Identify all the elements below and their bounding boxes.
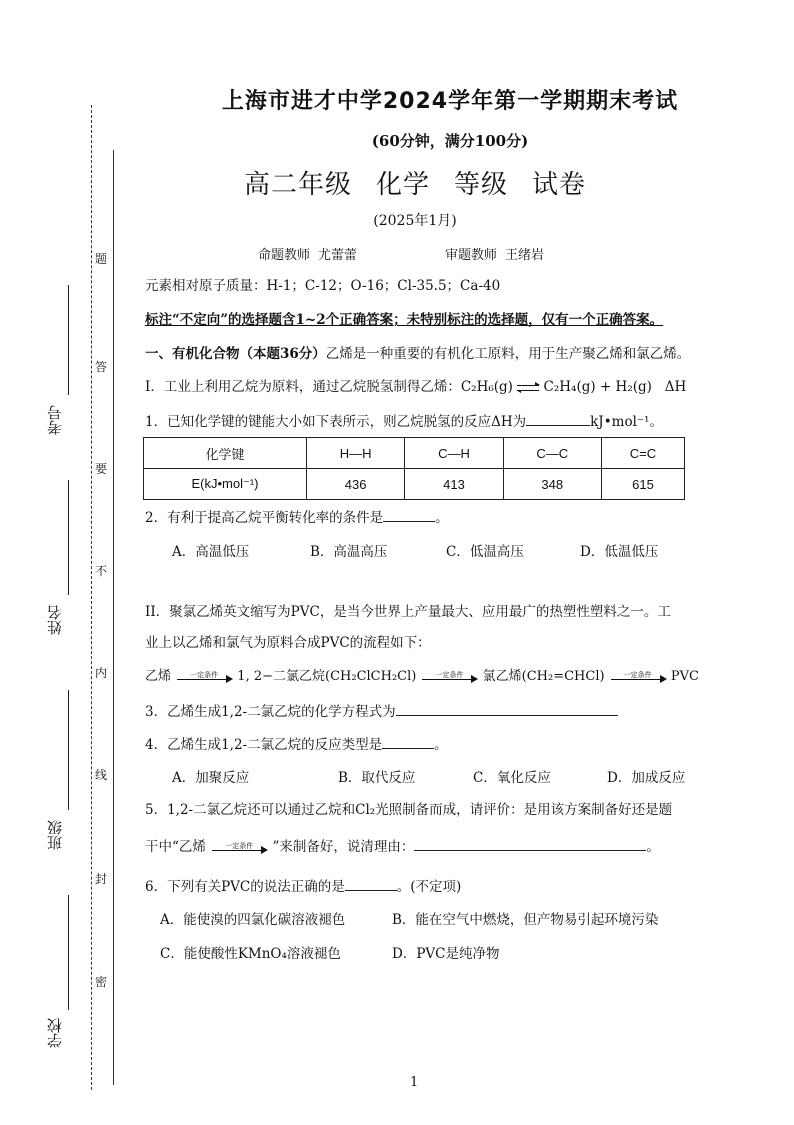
- q4-end: 。: [434, 737, 448, 753]
- atomic-masses: 元素相对原子质量：H-1；C-12；O-16；Cl-35.5；Ca-40: [145, 278, 501, 294]
- table-cell: E(kJ•mol⁻¹): [144, 469, 307, 500]
- table-cell: 615: [601, 469, 684, 500]
- field-label-name: 姓名: [46, 605, 64, 635]
- table-header-cell: C—C: [503, 438, 601, 469]
- table-header-cell: 化学键: [144, 438, 307, 469]
- paper-label: 试卷: [532, 170, 587, 200]
- q5-end: 。: [646, 839, 660, 855]
- q1: [145, 411, 663, 431]
- part2-line1: II．聚氯乙烯英文缩写为PVC，是当今世界上产量最大、应用最广的热塑性塑料之一。工: [145, 604, 671, 620]
- reaction-arrow-icon: 一定条件: [210, 841, 268, 855]
- table-row: [144, 469, 685, 500]
- q6-end: 。(不定项): [396, 879, 462, 895]
- seal-char: 答: [94, 360, 107, 374]
- binding-solid-line: [113, 150, 114, 1085]
- q5-text-a: 干中“乙烯: [145, 839, 206, 855]
- q2-answer-blank[interactable]: [383, 507, 435, 522]
- exam-title: 上海市进才中学2024学年第一学期期末考试: [221, 89, 679, 114]
- reviewer-name: 王绪岩: [505, 248, 545, 263]
- setter-name: 尤蕾蕾: [318, 248, 358, 263]
- reaction-arrow-icon: 一定条件: [420, 670, 478, 684]
- q2-option-c[interactable]: C．低温高压: [446, 544, 524, 560]
- q1-unit: kJ•mol⁻¹。: [590, 414, 663, 430]
- q4-option-d[interactable]: D．加成反应: [607, 770, 686, 786]
- q3-answer-blank[interactable]: [396, 701, 618, 716]
- q4-answer-blank[interactable]: [382, 734, 434, 749]
- q2: [145, 507, 449, 527]
- level-label: 等级: [454, 170, 509, 200]
- q6-text: 6．下列有关PVC的说法正确的是: [145, 879, 345, 895]
- part1-dh: ΔH: [664, 379, 687, 395]
- class-field[interactable]: [68, 690, 69, 810]
- seal-char: 线: [94, 768, 107, 782]
- part1-line: [145, 378, 686, 396]
- q4-text: 4．乙烯生成1,2-二氯乙烷的反应类型是: [145, 737, 383, 753]
- flow-step: PVC: [670, 669, 699, 684]
- field-label-school: 学校: [46, 1018, 64, 1048]
- grade-label: 高二年级: [243, 170, 352, 200]
- synthesis-flow: [145, 668, 699, 686]
- subject-label: 化学: [375, 170, 430, 200]
- exam-number-field[interactable]: [68, 285, 69, 395]
- q5-line2: [145, 836, 660, 856]
- page-number: 1: [410, 1075, 419, 1090]
- q6: [145, 876, 461, 896]
- table-header-row: [144, 438, 685, 469]
- section1-intro: 乙烯是一种重要的有机化工原料，用于生产聚乙烯和氯乙烯。: [325, 346, 691, 362]
- paper-title: [150, 164, 680, 201]
- table-cell: 436: [307, 469, 405, 500]
- reviewer-label: 审题教师: [445, 248, 498, 263]
- exam-duration: (60分钟，满分100分): [371, 132, 529, 150]
- flow-step: 乙烯: [145, 669, 172, 684]
- flow-step: 1, 2−二氯乙烷(CH₂ClCH₂Cl): [237, 669, 417, 684]
- table-header-cell: H—H: [307, 438, 405, 469]
- seal-char: 内: [94, 666, 107, 680]
- seal-char: 要: [94, 462, 107, 476]
- table-cell: 413: [405, 469, 503, 500]
- part1-eq-left: C₂H₆(g): [460, 379, 513, 395]
- q5-text-b: ”来制备好，说清理由：: [272, 839, 415, 855]
- teachers-line: [258, 244, 552, 263]
- part2-line2: 业上以乙烯和氯气为原料合成PVC的流程如下：: [145, 635, 431, 651]
- field-label-exam-number: 考号: [46, 405, 64, 435]
- q6-option-a[interactable]: A．能使溴的四氯化碳溶液褪色: [160, 912, 346, 928]
- q2-option-d[interactable]: D．低温低压: [580, 544, 659, 560]
- q5-answer-blank[interactable]: [414, 836, 646, 851]
- part1-prefix: I．工业上利用乙烷为原料，通过乙烷脱氢制得乙烯：: [145, 379, 461, 395]
- q2-text: 2．有利于提高乙烷平衡转化率的条件是: [145, 510, 384, 526]
- q6-answer-blank[interactable]: [345, 876, 397, 891]
- q6-option-d[interactable]: D．PVC是纯净物: [392, 946, 500, 962]
- school-field[interactable]: [68, 895, 69, 1010]
- q6-option-b[interactable]: B．能在空气中燃烧，但产物易引起环境污染: [392, 912, 659, 928]
- exam-date: (2025年1月): [373, 213, 457, 229]
- field-label-class: 班级: [46, 820, 64, 850]
- seal-char: 不: [94, 564, 107, 578]
- seal-char: 封: [94, 872, 107, 886]
- q3: [145, 701, 618, 721]
- q4-option-a[interactable]: A．加聚反应: [172, 770, 250, 786]
- table-header-cell: C—H: [405, 438, 503, 469]
- reaction-arrow-icon: 一定条件: [175, 670, 233, 684]
- q2-end: 。: [435, 510, 449, 526]
- seal-char: 密: [94, 975, 107, 989]
- seal-char: 题: [94, 252, 107, 266]
- notice: 标注“不定向”的选择题含1~2个正确答案；未特别标注的选择题，仅有一个正确答案。: [145, 312, 664, 328]
- q4-option-b[interactable]: B．取代反应: [338, 770, 416, 786]
- q2-option-a[interactable]: A．高温低压: [172, 544, 250, 560]
- table-cell: 348: [503, 469, 601, 500]
- setter-label: 命题教师: [258, 248, 311, 263]
- q1-answer-blank[interactable]: [526, 411, 590, 426]
- table-header-cell: C=C: [601, 438, 684, 469]
- q4-option-c[interactable]: C．氧化反应: [473, 770, 551, 786]
- section1-heading: 一、有机化合物（本题36分）: [145, 346, 326, 362]
- reaction-arrow-icon: 一定条件: [609, 670, 667, 684]
- q5-line1: 5．1,2-二氯乙烷还可以通过乙烷和Cl₂光照制备而成，请评价：是用该方案制备好还是题: [145, 802, 673, 818]
- q6-option-c[interactable]: C．能使酸性KMnO₄溶液褪色: [160, 946, 341, 962]
- q4: [145, 734, 448, 754]
- q2-option-b[interactable]: B．高温高压: [310, 544, 388, 560]
- q1-text: 1．已知化学键的键能大小如下表所示，则乙烷脱氢的反应ΔH为: [145, 414, 527, 430]
- flow-step: 氯乙烯(CH₂=CHCl): [482, 669, 605, 684]
- q3-text: 3．乙烯生成1,2-二氯乙烷的化学方程式为: [145, 704, 396, 720]
- equilibrium-arrow-icon: [517, 382, 539, 394]
- name-field[interactable]: [68, 480, 69, 595]
- part1-eq-right: C₂H₄(g) + H₂(g): [543, 379, 652, 395]
- bond-energy-table: [143, 437, 685, 500]
- section1-heading-line: [145, 345, 690, 363]
